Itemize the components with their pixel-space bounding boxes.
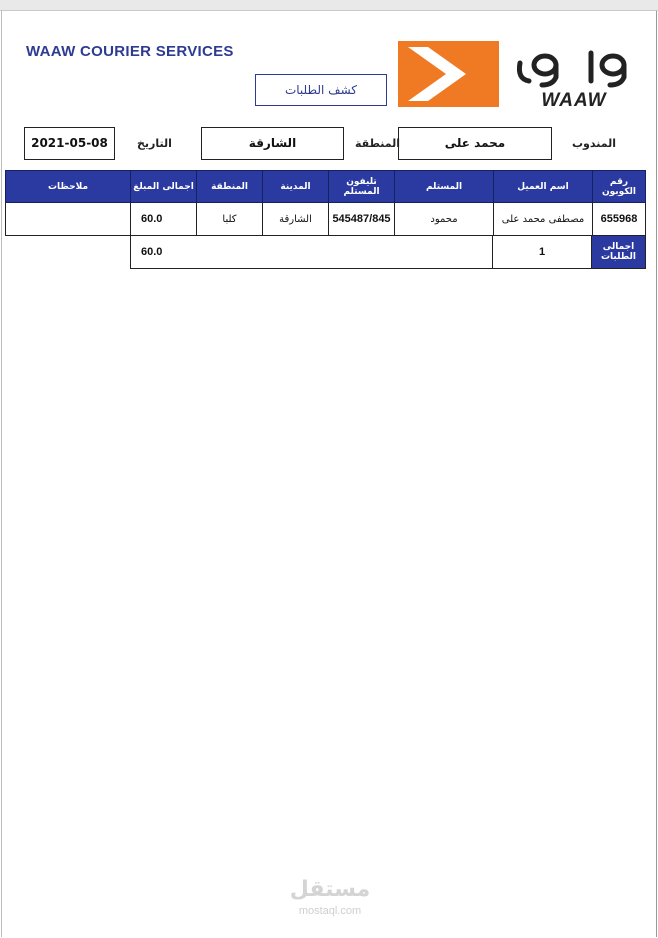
delegate-label: المندوب (572, 137, 617, 150)
logo-arabic-glyphs (519, 53, 624, 85)
logo-wordmark (515, 43, 633, 109)
region-label: المنطقة (355, 137, 401, 150)
logo-arrow-icon (398, 41, 499, 107)
column-header-city: المدينة (263, 171, 329, 203)
cell-amount: 60.0 (131, 203, 197, 236)
cell-coupon: 655968 (593, 203, 646, 236)
viewer-top-bar (0, 0, 658, 11)
delegate-value: محمد على (398, 127, 552, 160)
watermark-arabic: مستقل (289, 877, 371, 902)
cell-phone: 545487/845 (329, 203, 395, 236)
total-amount: 60.0 (131, 236, 493, 269)
column-header-notes: ملاحظات (6, 171, 131, 203)
logo-latin-text: WAAW (541, 90, 607, 109)
column-header-customer: اسم العميل (494, 171, 593, 203)
cell-customer: مصطفى محمد على (494, 203, 593, 236)
column-header-area: المنطقة (197, 171, 263, 203)
watermark-url: mostaql.com (298, 905, 362, 917)
date-label: التاريخ (137, 137, 172, 150)
table-header-row (6, 171, 646, 203)
orders-table (5, 170, 646, 236)
total-orders-label: اجمالى الطلبات (592, 236, 646, 269)
cell-area: كلبا (197, 203, 263, 236)
table-row (6, 203, 646, 236)
date-value: 2021-05-08 (24, 127, 115, 160)
column-header-phone: تليفون المستلم (329, 171, 395, 203)
cell-notes (6, 203, 131, 236)
column-header-amount: اجمالى المبلغ (131, 171, 197, 203)
total-orders-count: 1 (493, 236, 592, 269)
totals-row (130, 235, 646, 269)
column-header-coupon: رقم الكوبون (593, 171, 646, 203)
report-title: كشف الطلبات (255, 74, 387, 106)
cell-recipient: محمود (395, 203, 494, 236)
column-header-recipient: المستلم (395, 171, 494, 203)
cell-city: الشارقة (263, 203, 329, 236)
region-value: الشارقة (201, 127, 344, 160)
company-name: WAAW COURIER SERVICES (26, 43, 234, 60)
